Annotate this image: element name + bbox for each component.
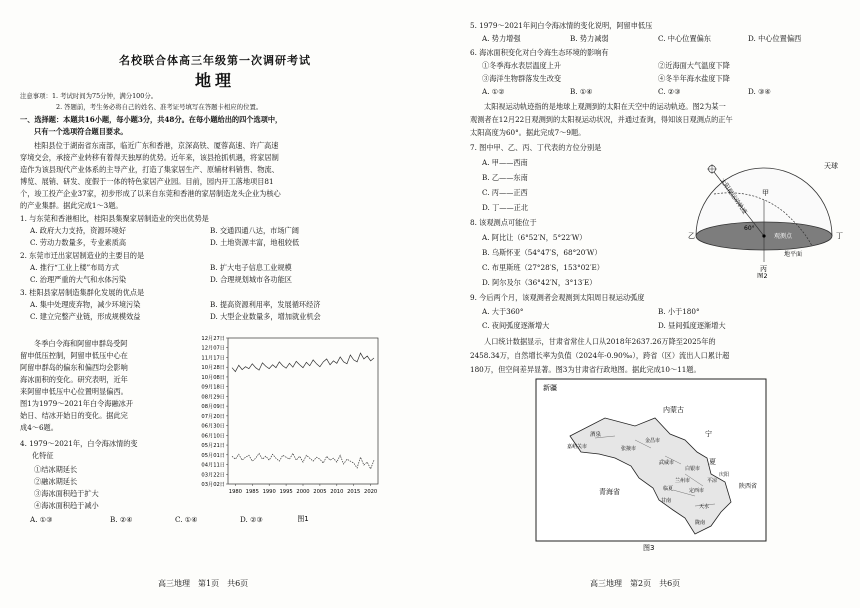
q3-option-b: B. 提高资源利用率，发展循环经济	[210, 300, 321, 309]
question-3: 3. 桂阳县家居制造集群化发展的优点是	[20, 288, 145, 297]
map-label: 宁	[705, 430, 712, 438]
x-tick-label: 2020	[364, 489, 378, 495]
y-tick-label: 06月10日	[201, 433, 225, 440]
label-jia: 甲	[762, 189, 769, 197]
label-ground: 地平面	[784, 251, 803, 258]
right-page	[430, 0, 860, 608]
y-tick-label: 12月27日	[201, 336, 225, 342]
y-tick-label: 03月02日	[201, 482, 225, 488]
q2-option-b: B. 扩大电子信息工业规模	[210, 263, 292, 272]
q4-option-a: A. ①③	[30, 515, 53, 524]
question-1: 1. 与东莞和香港相比，桂阳县集聚家居制造业的突出优势是	[20, 214, 209, 223]
q1-option-d: D. 土地资源丰富，地租较低	[210, 238, 300, 247]
y-tick-label: 10月28日	[201, 365, 225, 372]
map-label: 临夏	[663, 486, 674, 492]
map-label: 兰州市	[675, 478, 691, 484]
passage2-line: 海冰面积的变化。研究表明，近年	[20, 375, 128, 384]
q8-option-b: B. 乌斯怀亚（54°47′S，68°20′W）	[482, 248, 602, 257]
passage2-line: 图1为1979～2021年白令海融冰开	[20, 399, 134, 408]
question-4-cont: 化特征	[32, 451, 54, 460]
q8-option-d: D. 阿尔及尔（36°42′N，3°13′E）	[482, 278, 597, 287]
q6-option-b: B. ①④	[570, 87, 593, 96]
map-label: 武威市	[659, 460, 675, 466]
map-label: 陇南	[695, 520, 706, 526]
figure2-caption: 图2	[757, 272, 768, 278]
x-tick-label: 1990	[262, 489, 276, 495]
y-tick-label: 04月11日	[201, 462, 225, 469]
q6-item: ④冬半年海水盐度下降	[658, 74, 730, 83]
passage4-line: 180万，但空间差异显著。图3为甘肃省行政地图。据此完成10～11题。	[470, 365, 701, 374]
y-tick-label: 08月29日	[201, 394, 225, 401]
y-tick-label: 08月09日	[201, 404, 225, 411]
q6-option-d: D. ③④	[748, 87, 771, 96]
x-tick-label: 2010	[330, 489, 344, 495]
q4-item: ④海冰面积趋于减小	[34, 501, 99, 510]
observer-point	[762, 234, 765, 237]
passage1-line: 穿境交会，承接产业转移有着得天独厚的优势。近年来，该县抢抓机遇，将家居制	[20, 153, 279, 162]
ice-date-line-chart	[180, 332, 395, 532]
passage3-line: 太阳视运动轨迹指的是地球上观测到的太阳在天空中的运动轨迹。图2为某一	[484, 102, 726, 111]
passage2-line: 成4～6题。	[20, 423, 58, 432]
y-tick-label: 11月17日	[201, 355, 225, 362]
figure3-caption: 图3	[643, 544, 655, 552]
y-tick-label: 06月30日	[201, 423, 225, 430]
q2-option-a: A. 推行“工业上楼”布局方式	[30, 263, 119, 272]
q3-option-d: D. 大型企业数量多，增加就业机会	[210, 312, 321, 321]
question-2: 2. 东莞市迁出家居制造业的主要目的是	[20, 251, 145, 260]
question-9: 9. 今后两个月，该观测者会观测到太阳周日视运动弧度	[470, 293, 645, 302]
q7-option-d: D. 丁——正北	[482, 203, 529, 212]
passage4-line: 2458.34万，自然增长率为负值（2024年-0.90‰），跨省（区）流出人口累计超	[470, 351, 730, 360]
q5-option-b: B. 势力减弱	[570, 34, 609, 43]
y-tick-label: 05月01日	[201, 452, 225, 459]
y-tick-label: 03月22日	[201, 472, 225, 479]
x-tick-label: 2015	[347, 489, 361, 495]
x-tick-label: 2005	[313, 489, 327, 495]
x-tick-label: 1985	[245, 489, 259, 495]
map-label: 白银市	[685, 466, 701, 472]
question-8: 8. 该观测点可能位于	[470, 218, 537, 227]
figure1-caption: 图1	[297, 515, 309, 523]
q8-option-a: A. 阿比让（6°52′N，5°22′W）	[482, 233, 587, 242]
x-tick-label: 1980	[228, 489, 242, 495]
q9-option-b: B. 小于180°	[658, 307, 700, 316]
q3-option-a: A. 集中处理废弃物，减少环境污染	[30, 300, 141, 309]
q5-option-a: A. 势力增强	[482, 34, 521, 43]
q2-option-c: C. 治理严重的大气和水体污染	[30, 275, 127, 284]
q7-option-c: C. 丙——正西	[482, 188, 528, 197]
q9-option-d: D. 昼间弧度逐渐增大	[658, 321, 726, 330]
label-bing: 丙	[760, 265, 767, 273]
gansu-map	[535, 378, 767, 552]
q5-option-d: D. 中心位置偏西	[748, 34, 802, 43]
map-label: 新疆	[543, 384, 557, 392]
passage1-line: 桂阳县位于湖南省东南部，临近广东和香港，京深高铁、厦蓉高速、许广高速	[34, 141, 279, 150]
y-tick-label: 10月08日	[201, 374, 225, 381]
passage2-line: 阿留申群岛的偏东和偏西均会影响	[20, 363, 128, 372]
q4-item: ③海冰面积趋于扩大	[34, 489, 99, 498]
passage1-line: 造作为该县现代产业体系的主导产业，打造了集家居生产、原辅材料销售、物流、	[20, 165, 279, 174]
question-5: 5. 1979～2021年间白令海冰情的变化说明，阿留申低压	[470, 21, 653, 30]
map-label: 青海省	[599, 488, 620, 496]
passage2-line: 留申低压控制，阿留申低压中心在	[20, 351, 128, 360]
question-4: 4. 1979～2021年，白令海冰情的变	[20, 439, 138, 448]
y-tick-label: 12月07日	[201, 345, 225, 352]
q9-option-a: A. 大于360°	[482, 307, 524, 316]
q9-option-c: C. 夜间弧度逐渐增大	[482, 321, 550, 330]
passage1-line: 的产业集群。据此完成1～3题。	[20, 201, 123, 210]
map-label: 嘉峪关市	[567, 444, 588, 450]
q5-option-c: C. 中心位置偏东	[658, 34, 711, 43]
q1-option-b: B. 交通四通八达，市场广阔	[210, 226, 299, 235]
map-label: 平凉	[707, 478, 718, 484]
map-label: 甘南	[661, 498, 672, 504]
q6-item: ②近海面大气温度下降	[658, 61, 730, 70]
left-page-footer: 高三地理 第1页 共6页	[158, 579, 249, 588]
map-label: 天水	[699, 504, 710, 510]
passage1-line: 博览、展销、研发、度假于一体的特色家居产业园。目前，园内开工落地项目81	[20, 177, 274, 186]
label-sky: 天球	[824, 162, 838, 170]
q7-option-b: B. 乙——东南	[482, 173, 528, 182]
q4-option-b: B. ②④	[110, 515, 133, 524]
y-tick-label: 05月21日	[201, 443, 225, 450]
x-tick-label: 1995	[279, 489, 293, 495]
q2-option-d: D. 合理规划城市各功能区	[210, 275, 292, 284]
notice-2: 2. 答题前，考生务必将自己的姓名、准考证号填写在答题卡相应的位置。	[56, 103, 263, 111]
map-label: 内蒙古	[663, 406, 684, 414]
q6-option-c: C. ②③	[658, 87, 681, 96]
q8-option-c: C. 布里斯班（27°28′S，153°02′E）	[482, 263, 604, 272]
map-label: 酒泉	[590, 432, 602, 438]
subject-title: 地理	[194, 71, 235, 90]
label-yi: 乙	[688, 232, 695, 240]
sun-path-diagram	[674, 150, 854, 278]
map-label: 夏	[709, 458, 716, 466]
label-observer: 观测点	[774, 233, 793, 240]
y-tick-label: 07月20日	[201, 413, 225, 420]
q6-option-a: A. ①②	[482, 87, 505, 96]
passage2-line: 来阿留申低压中心位置明显偏西。	[20, 387, 128, 396]
q7-option-a: A. 甲——西南	[482, 158, 528, 167]
map-label: 张掖市	[621, 446, 637, 452]
map-label: 定西市	[689, 488, 705, 494]
passage2-line: 始日、结冰开始日的变化。据此完	[20, 411, 128, 420]
question-6: 6. 海冰面积变化对白令海生态环境的影响有	[470, 48, 609, 57]
passage2-line: 冬季白令海和阿留申群岛受阿	[34, 339, 128, 348]
q1-option-a: A. 政府大力支持，资源环境好	[30, 226, 127, 235]
q4-option-c: C. ①④	[175, 515, 198, 524]
passage4-line: 人口统计数据显示，甘肃省常住人口从2018年2637.26万降至2025年的	[484, 337, 716, 346]
label-sun-path: 太阳视运动轨迹	[718, 177, 749, 216]
map-label: 金昌市	[645, 438, 661, 444]
freeze-start-series-line	[232, 353, 374, 371]
notice-1: 注意事项：1. 考试时间为75分钟，满分100分。	[20, 92, 158, 100]
y-tick-label: 09月18日	[201, 384, 225, 391]
section1-header: 一、选择题：本题共16小题，每小题3分，共48分。在每小题给出的四个选项中，	[20, 115, 283, 124]
q4-item: ②融冰期延长	[34, 477, 78, 486]
passage1-line: 个，竣工投产企业37家，初步形成了以来自东莞和香港的家居制造龙头企业为核心	[20, 189, 281, 198]
x-tick-label: 2000	[296, 489, 310, 495]
map-label: 陕西省	[739, 483, 758, 490]
melt-start-series-line	[232, 453, 374, 469]
passage3-line: 观测者在12月22日观测到的太阳视运动状况，并通过查询，得知该日观测点的正午	[470, 115, 733, 124]
map-label: 庆阳	[719, 472, 730, 478]
exam-title: 名校联合体高三年级第一次调研考试	[119, 54, 311, 67]
q6-item: ③海洋生物群落发生改变	[482, 74, 562, 83]
section1-header-2: 只有一个选项符合题目要求。	[34, 127, 128, 136]
label-ding: 丁	[836, 232, 843, 240]
q6-item: ①冬季海水表层温度上升	[482, 61, 562, 70]
q1-option-c: C. 劳动力数量多，专业素质高	[30, 238, 127, 247]
q3-option-c: C. 建立完整产业链，形成规模效益	[30, 312, 141, 321]
passage3-line: 太阳高度为60°。据此完成7～9题。	[470, 128, 586, 137]
label-angle: 60°	[744, 225, 755, 232]
right-page-footer: 高三地理 第2页 共6页	[590, 579, 681, 588]
q4-item: ①结冰期延长	[34, 465, 78, 474]
question-7: 7. 图中甲、乙、丙、丁代表的方位分别是	[470, 143, 602, 152]
q4-option-d: D. ②③	[240, 515, 263, 524]
